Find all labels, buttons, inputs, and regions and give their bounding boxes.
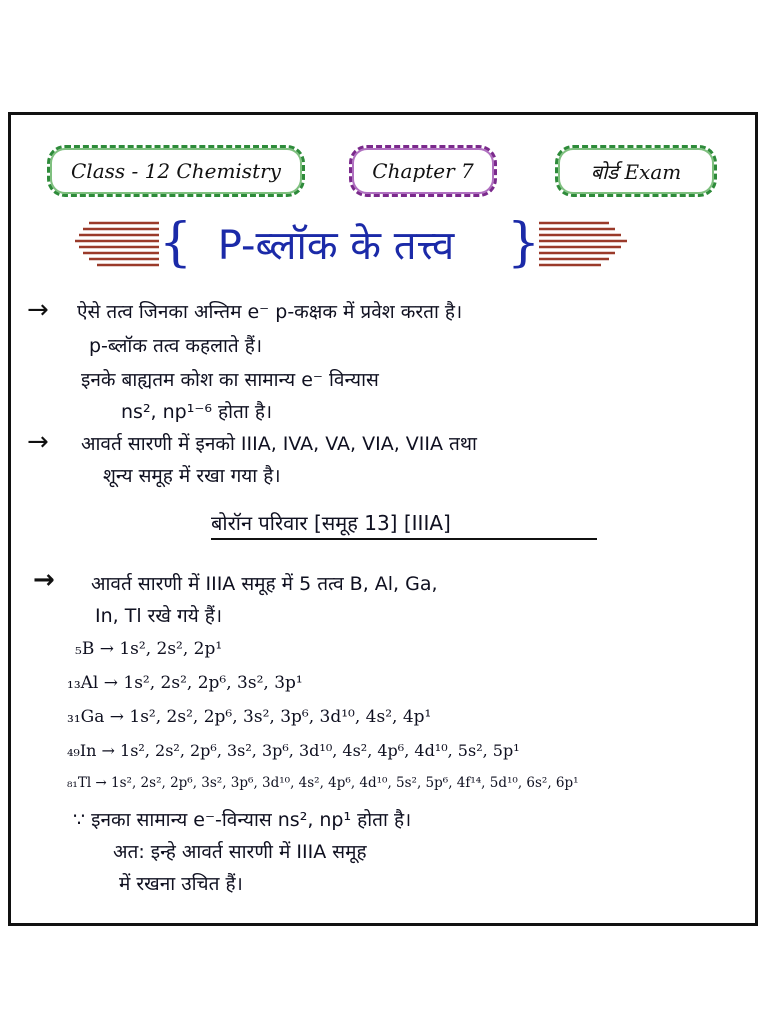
right-brace: } <box>507 213 541 273</box>
config-indium: ₄₉In → 1s², 2s², 2p⁶, 3s², 3p⁶, 3d¹⁰, 4s², 4p⁶, 4d¹⁰, 5s², 5p¹ <box>67 741 520 760</box>
intro-line-1: ऐसे तत्व जिनका अन्तिम e⁻ p-कक्षक में प्रवेश करता है। <box>77 301 463 323</box>
conclusion-line-1: ∵ इनका सामान्य e⁻-विन्यास ns², np¹ होता है। <box>73 809 412 831</box>
body-line-1: आवर्त सारणी में IIIA समूह में 5 तत्व B, Al, Ga, <box>91 573 438 595</box>
title-banner <box>11 211 755 275</box>
left-decorative-lines <box>75 219 159 267</box>
intro-line-6: शून्य समूह में रखा गया है। <box>103 465 281 487</box>
arrow-icon: → <box>27 295 49 325</box>
chapter-tag <box>349 145 497 197</box>
body-line-2: In, Tl रखे गये हैं। <box>95 605 223 627</box>
config-boron: ₅B → 1s², 2s², 2p¹ <box>75 639 223 659</box>
board-exam-tag <box>555 145 717 197</box>
chapter-tag-label: Chapter 7 <box>372 159 474 183</box>
intro-line-4: ns², np¹⁻⁶ होता है। <box>121 401 273 423</box>
config-aluminium: ₁₃Al → 1s², 2s², 2p⁶, 3s², 3p¹ <box>67 673 303 693</box>
right-decorative-lines <box>539 219 629 267</box>
conclusion-line-3: में रखना उचित हैं। <box>119 873 243 895</box>
config-thallium: ₈₁Tl → 1s², 2s², 2p⁶, 3s², 3p⁶, 3d¹⁰, 4s², 4p⁶, 4d¹⁰, 5s², 5p⁶, 4f¹⁴, 5d¹⁰, 6s², 6p¹ <box>67 775 579 791</box>
config-gallium: ₃₁Ga → 1s², 2s², 2p⁶, 3s², 3p⁶, 3d¹⁰, 4s², 4p¹ <box>67 707 432 727</box>
arrow-icon: → <box>33 565 55 595</box>
class-tag <box>47 145 305 197</box>
intro-line-2: p-ब्लॉक तत्व कहलाते हैं। <box>89 335 263 357</box>
intro-line-5: आवर्त सारणी में इनको IIIA, IVA, VA, VIA, VIIA तथा <box>81 433 477 455</box>
page-title: P-ब्लॉक के तत्त्व <box>217 222 455 269</box>
left-brace: { <box>159 213 193 273</box>
class-tag-label: Class - 12 Chemistry <box>71 159 281 183</box>
note-sheet <box>8 112 758 926</box>
board-exam-label: बोर्ड Exam <box>590 159 682 184</box>
conclusion-line-2: अत: इन्हे आवर्त सारणी में IIIA समूह <box>113 841 367 863</box>
intro-line-3: इनके बाह्यतम कोश का सामान्य e⁻ विन्यास <box>81 369 379 391</box>
arrow-icon: → <box>27 427 49 457</box>
section-heading: बोरॉन परिवार [समूह 13] [IIIA] <box>211 511 597 540</box>
